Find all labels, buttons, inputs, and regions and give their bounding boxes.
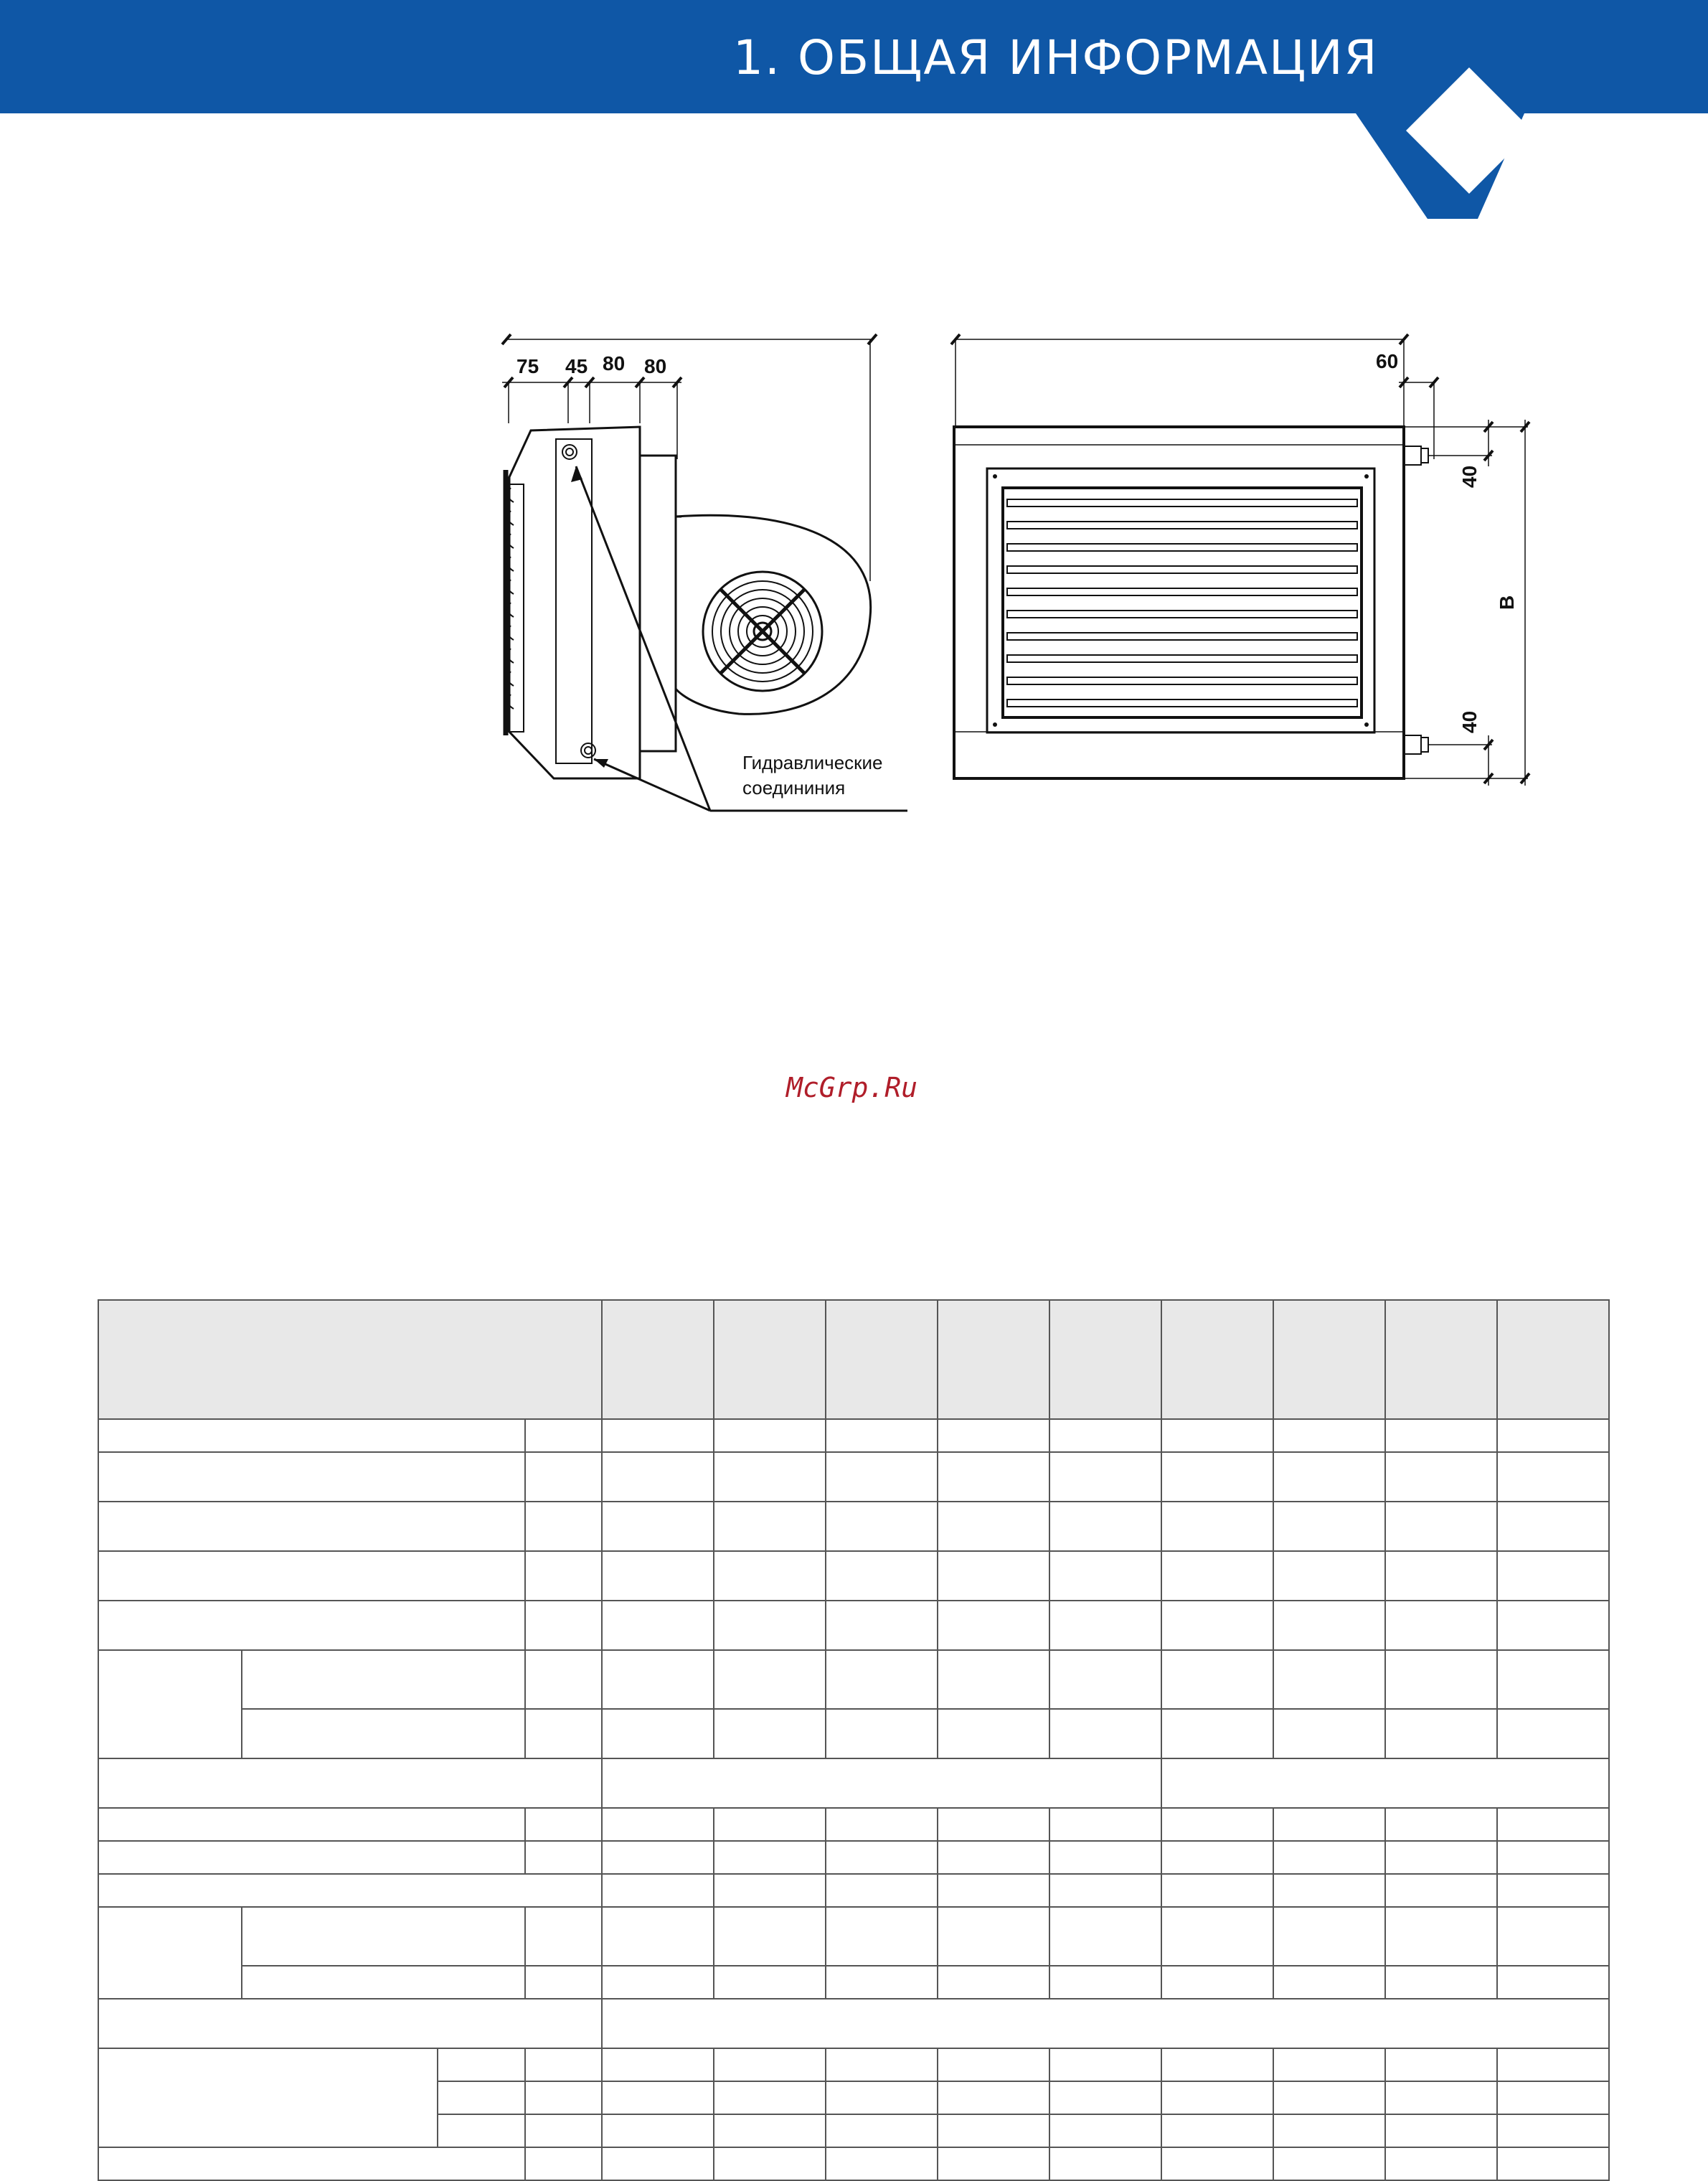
table-row — [98, 1966, 1609, 1999]
table-row — [98, 1419, 1609, 1452]
table-row — [98, 1551, 1609, 1601]
side-view — [502, 334, 907, 811]
diamond-logo-icon — [1356, 65, 1600, 230]
table-row — [98, 1650, 1609, 1709]
dim-label: 40 — [1458, 710, 1481, 733]
dim-label: 45 — [565, 355, 588, 377]
dim-label: B — [1496, 595, 1518, 610]
table-row — [98, 1999, 1609, 2048]
section-title: 1. ОБЩАЯ ИНФОРМАЦИЯ — [733, 30, 1379, 85]
dim-label: 75 — [516, 355, 539, 377]
watermark: McGrp.Ru — [786, 1072, 918, 1103]
table-row — [98, 1907, 1609, 1966]
table-row — [98, 1601, 1609, 1650]
svg-text:соедининия: соедининия — [742, 777, 846, 799]
table-row — [98, 2147, 1609, 2180]
dim-label: 60 — [1376, 350, 1399, 372]
front-view-labels — [1376, 350, 1518, 733]
side-view-labels — [516, 352, 666, 377]
table-row — [98, 2048, 1609, 2081]
table-row — [98, 1874, 1609, 1907]
table-row — [98, 1452, 1609, 1502]
dim-label: 80 — [644, 355, 667, 377]
technical-drawing — [473, 316, 1600, 847]
dim-label: 40 — [1458, 465, 1481, 488]
table-row — [98, 1709, 1609, 1758]
table-row — [98, 1841, 1609, 1874]
table-header-row — [98, 1300, 1609, 1419]
front-view — [951, 334, 1529, 786]
specifications-table — [98, 1299, 1610, 2181]
dim-label: 80 — [603, 352, 626, 375]
svg-text:Гидравлические: Гидравлические — [742, 752, 883, 773]
table-row — [98, 1502, 1609, 1551]
callout-label — [742, 752, 883, 799]
table-row — [98, 1808, 1609, 1841]
table-row — [98, 1758, 1609, 1808]
